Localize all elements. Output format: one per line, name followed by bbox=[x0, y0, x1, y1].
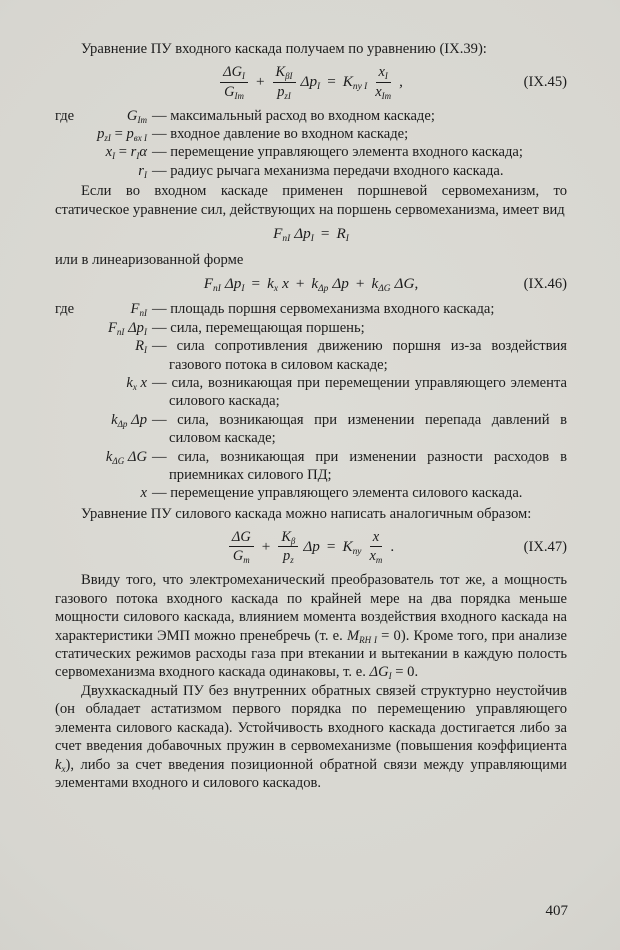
definition-list-2 bbox=[55, 300, 567, 502]
definition-term: $k_x$ x bbox=[126, 374, 147, 392]
definition-list-1 bbox=[55, 107, 567, 181]
definition-text: — входное давление во входном каскаде; bbox=[152, 126, 409, 143]
paragraph-servo: Если во входном каскаде применен поршневой сервомеханизм, то статическое уравнение сил, действующих на поршень сервомеханизма, имеет вид bbox=[55, 183, 567, 218]
definition-term: $F_{пI}$ bbox=[130, 301, 147, 319]
definition-text: — сила сопротивления движению поршня из-за воздействия газового потока в силовом каскаде; bbox=[152, 338, 567, 373]
equation-body: $\frac{\Delta G}{G_m}$ + $\frac{K_\beta}{p_z}$ Δp = $K_{пу}$ $\frac{x}{x_m}$ . bbox=[226, 529, 396, 564]
fraction: $\frac{K_\beta}{p_z}$ bbox=[278, 529, 298, 564]
page-number: 407 bbox=[545, 903, 568, 919]
paragraph-power-stage: Уравнение ПУ силового каскада можно написать аналогичным образом: bbox=[81, 505, 532, 522]
definition-text: — сила, возникающая при изменении перепада давлений в силовом каскаде; bbox=[152, 411, 567, 447]
paragraph-intro: Уравнение ПУ входного каскада получаем по уравнению (IX.39): bbox=[81, 41, 487, 57]
definition-text: — перемещение управляющего элемента входного каскада; bbox=[152, 144, 523, 161]
definition-row bbox=[55, 448, 567, 485]
equation-ix46 bbox=[55, 275, 567, 293]
definition-row bbox=[55, 374, 567, 411]
equation-forces bbox=[55, 225, 567, 243]
definition-term: x bbox=[140, 485, 147, 502]
equation-body: $F_{пI}$ $\Delta p_I$ = $R_I$ bbox=[273, 225, 349, 245]
definition-text: — сила, возникающая при перемещении управляющего элемента силового каскада; bbox=[152, 374, 567, 410]
definition-row bbox=[55, 125, 567, 143]
definition-row bbox=[55, 162, 567, 180]
gde-label: где bbox=[55, 301, 75, 318]
math-var: $M_{RH I}$ bbox=[346, 627, 377, 645]
definition-term: $R_I$ bbox=[135, 338, 147, 356]
equation-number: (IX.47) bbox=[523, 538, 567, 555]
equation-number: (IX.46) bbox=[523, 275, 567, 292]
definition-text: — радиус рычага механизма передачи входного каскада. bbox=[152, 162, 504, 179]
definition-term: $k_{\Delta G}$ ΔG bbox=[105, 448, 147, 466]
gde-label: где bbox=[55, 107, 75, 124]
definition-term: $G_{Im}$ bbox=[126, 107, 147, 125]
definition-text: — максимальный расход во входном каскаде; bbox=[152, 107, 435, 124]
definition-row bbox=[55, 143, 567, 161]
math-var: $\Delta G_I$ bbox=[369, 664, 392, 682]
equation-ix47 bbox=[55, 529, 567, 564]
definition-row bbox=[55, 411, 567, 448]
equation-body: $\frac{\Delta G_I}{G_{Im}}$ + $\frac{K_{\beta I}}{p_{zI}}$ $\Delta p_I$ = $K_{пу I}$ $\frac{x_I}{x_{Im}}$ , bbox=[217, 64, 405, 99]
definition-text: — площадь поршня сервомеханизма входного каскада; bbox=[152, 301, 495, 318]
equation-number: (IX.45) bbox=[523, 73, 567, 90]
definition-text: — сила, возникающая при изменении разности расходов в приемниках силового ПД; bbox=[152, 448, 567, 483]
equation-ix45 bbox=[55, 64, 567, 99]
definition-term: $p_{zI} = p_{вх I}$ bbox=[97, 126, 147, 144]
fraction: $\frac{x}{x_m}$ bbox=[369, 529, 383, 566]
definition-row bbox=[55, 300, 567, 318]
page-content bbox=[55, 40, 567, 792]
fraction: $\frac{x_I}{x_{Im}}$ bbox=[375, 64, 392, 101]
fraction: $\frac{\Delta G_I}{G_{Im}}$ bbox=[220, 64, 248, 99]
fraction: $\frac{\Delta G}{G_m}$ bbox=[229, 529, 254, 564]
definition-row bbox=[55, 484, 567, 502]
definition-term: $x_I = r_I\alpha$ bbox=[105, 144, 147, 162]
fraction: $\frac{K_{\beta I}}{p_{zI}}$ bbox=[273, 64, 296, 99]
paragraph-two-stage: Двухкаскадный ПУ без внутренних обратных связей структурно неустойчив (он обладает астатизмом первого порядка по перемещению управляющего элемента силового каскада). Устойчивость входного каскада достигается либо за счет введения добавочных пружин в сервомеханизме (повышения коэффициента $k_x$), либо за счет введения позиционной обратной связи между управляющими элементами входного и силового каскадов. bbox=[55, 682, 567, 791]
definition-row bbox=[55, 337, 567, 374]
definition-row bbox=[55, 319, 567, 337]
definition-text: — перемещение управляющего элемента силового каскада. bbox=[152, 485, 523, 502]
equation-body: $F_{пI}$ $\Delta p_I$ = $k_x$ x + $k_{\Delta p}$ Δp + $k_{\Delta G}$ ΔG, bbox=[203, 274, 419, 294]
definition-row bbox=[55, 107, 567, 125]
paragraph-emp: Ввиду того, что электромеханический преобразователь тот же, а мощность газового потока входного каскада по крайней мере на два порядка меньше мощности силового каскада, влиянием момента воздействия входного каскада на характеристики ЭМП можно пренебречь (т. е. $M_{RH I} = 0$). Кроме того, при анализе статических режимов расходы газа при втекании и вытекании в каждую полость сервомеханизма входного каскада одинаковы, т. е. $\Delta G_I = 0$. bbox=[55, 572, 567, 682]
definition-term: $F_{пI}$ $\Delta p_I$ bbox=[107, 319, 147, 337]
paragraph-linearized: или в линеаризованной форме bbox=[55, 251, 244, 268]
definition-term: $r_I$ bbox=[138, 162, 147, 180]
definition-text: — сила, перемещающая поршень; bbox=[152, 319, 365, 336]
definition-term: $k_{\Delta p}$ Δp bbox=[111, 411, 147, 429]
math-var: $k_x$ bbox=[55, 756, 66, 774]
